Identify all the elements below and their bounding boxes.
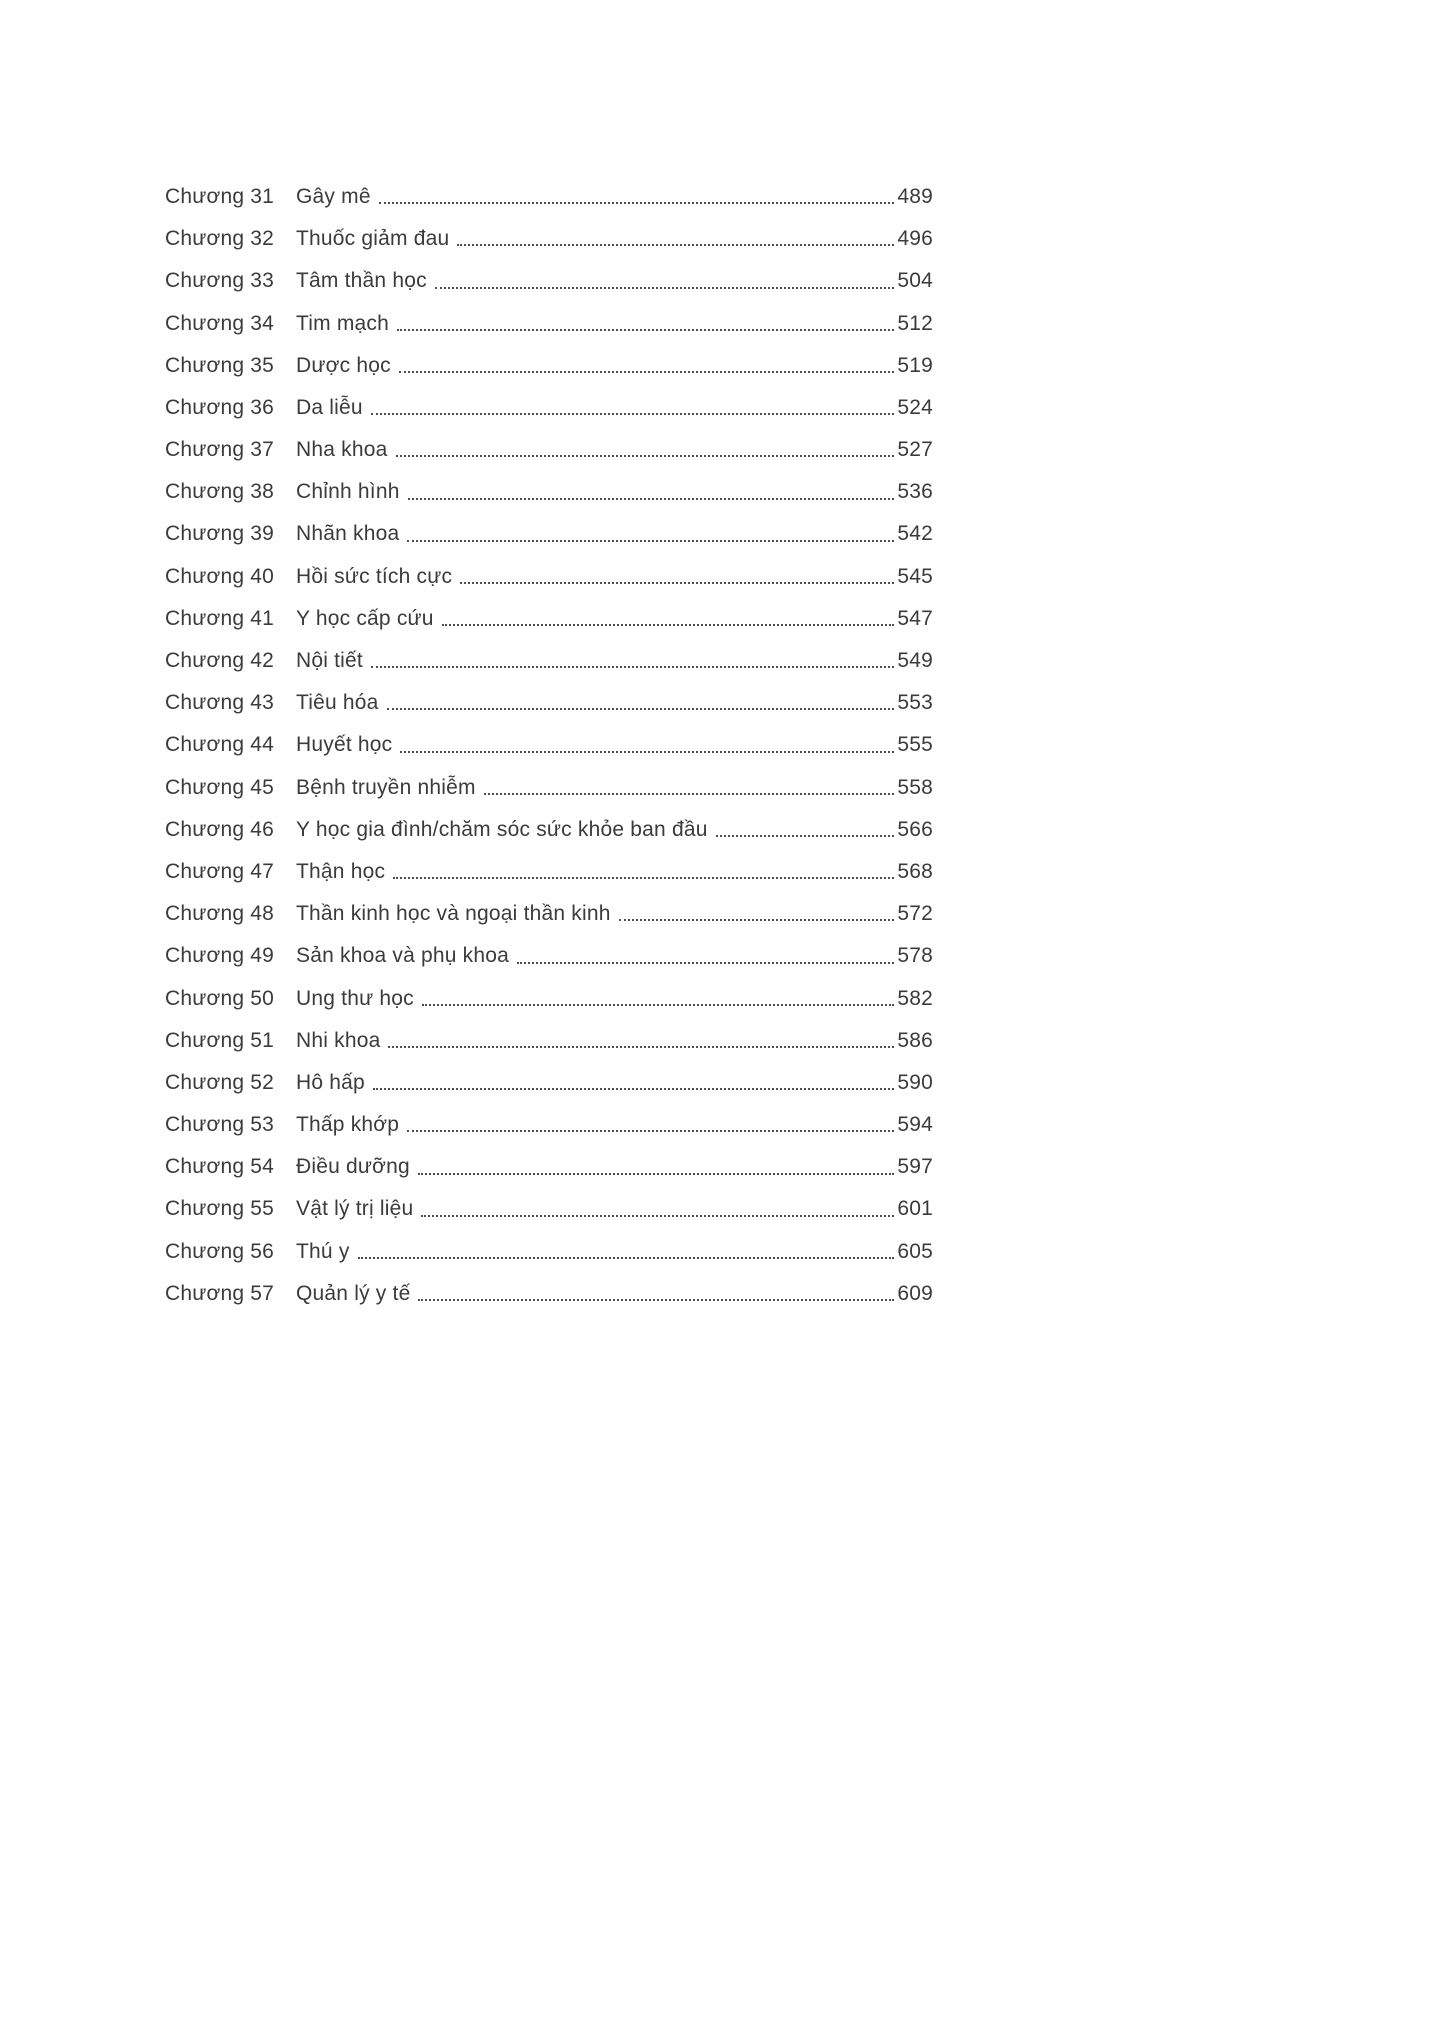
chapter-label: Chương 33 <box>165 269 275 293</box>
chapter-title: Quản lý y tế <box>296 1281 411 1305</box>
dot-leader <box>716 835 895 837</box>
toc-row <box>165 590 933 632</box>
chapter-label: Chương 45 <box>165 775 275 799</box>
dot-leader <box>371 413 895 415</box>
dot-leader <box>407 1130 894 1132</box>
chapter-label: Chương 56 <box>165 1239 275 1263</box>
page-number: 496 <box>897 227 933 251</box>
dot-leader <box>358 1257 895 1259</box>
toc-row <box>165 463 933 505</box>
chapter-title: Tâm thần học <box>296 269 427 293</box>
toc-row <box>165 1265 933 1307</box>
chapter-label: Chương 49 <box>165 944 275 968</box>
chapter-title: Hồi sức tích cực <box>296 564 453 588</box>
chapter-label: Chương 50 <box>165 986 275 1010</box>
chapter-title: Nha khoa <box>296 438 388 462</box>
chapter-title: Dược học <box>296 353 391 377</box>
page-number: 594 <box>897 1113 933 1137</box>
chapter-title: Da liễu <box>296 395 363 419</box>
page-number: 578 <box>897 944 933 968</box>
chapter-label: Chương 36 <box>165 395 275 419</box>
dot-leader <box>418 1299 894 1301</box>
dot-leader <box>517 962 894 964</box>
chapter-label: Chương 43 <box>165 691 275 715</box>
chapter-label: Chương 51 <box>165 1028 275 1052</box>
page-number: 572 <box>897 902 933 926</box>
chapter-title: Thận học <box>296 859 386 883</box>
page-number: 555 <box>897 733 933 757</box>
page-number: 545 <box>897 564 933 588</box>
dot-leader <box>387 708 895 710</box>
chapter-label: Chương 57 <box>165 1281 275 1305</box>
page-number: 609 <box>897 1281 933 1305</box>
page-number: 547 <box>897 606 933 630</box>
dot-leader <box>442 624 895 626</box>
dot-leader <box>421 1215 894 1217</box>
chapter-label: Chương 53 <box>165 1113 275 1137</box>
chapter-label: Chương 41 <box>165 606 275 630</box>
chapter-title: Tiêu hóa <box>296 691 379 715</box>
chapter-label: Chương 46 <box>165 817 275 841</box>
dot-leader <box>396 455 895 457</box>
page-number: 549 <box>897 649 933 672</box>
toc-row <box>165 379 933 421</box>
chapter-title: Thú y <box>296 1239 350 1263</box>
toc-row <box>165 927 933 969</box>
chapter-label: Chương 47 <box>165 859 275 883</box>
dot-leader <box>435 287 895 289</box>
page-number: 597 <box>897 1155 933 1179</box>
chapter-label: Chương 35 <box>165 353 275 377</box>
toc-row <box>165 210 933 252</box>
chapter-label: Chương 54 <box>165 1155 275 1179</box>
toc-row <box>165 1181 933 1223</box>
page-number: 489 <box>897 184 933 208</box>
page-number: 519 <box>897 353 933 377</box>
dot-leader <box>484 793 895 795</box>
toc-row <box>165 674 933 716</box>
page-number: 605 <box>897 1239 933 1263</box>
toc-row <box>165 252 933 294</box>
chapter-title: Thấp khớp <box>296 1113 400 1137</box>
chapter-title: Gây mê <box>296 184 371 208</box>
page-number: 512 <box>897 311 933 335</box>
dot-leader <box>457 244 894 246</box>
toc-row <box>165 1012 933 1054</box>
chapter-title: Hô hấp <box>296 1070 365 1094</box>
toc-row <box>165 421 933 463</box>
dot-leader <box>399 371 895 373</box>
page-number: 527 <box>897 438 933 462</box>
chapter-label: Chương 34 <box>165 311 275 335</box>
page-number: 568 <box>897 859 933 883</box>
chapter-label: Chương 52 <box>165 1070 275 1094</box>
dot-leader <box>388 1046 894 1048</box>
page-number: 586 <box>897 1028 933 1052</box>
chapter-label: Chương 31 <box>165 184 275 208</box>
dot-leader <box>371 666 894 668</box>
page-number: 536 <box>897 480 933 504</box>
dot-leader <box>460 582 894 584</box>
toc-row <box>165 1096 933 1138</box>
toc-row <box>165 337 933 379</box>
dot-leader <box>418 1173 894 1175</box>
toc-row <box>165 843 933 885</box>
dot-leader <box>397 329 894 331</box>
page-number: 601 <box>897 1197 933 1221</box>
chapter-title: Sản khoa và phụ khoa <box>296 944 509 968</box>
toc-row <box>165 295 933 337</box>
toc-row <box>165 548 933 590</box>
chapter-label: Chương 48 <box>165 902 275 926</box>
toc-row <box>165 970 933 1012</box>
chapter-label: Chương 38 <box>165 480 275 504</box>
toc-row <box>165 168 933 210</box>
toc-row <box>165 1138 933 1180</box>
chapter-label: Chương 55 <box>165 1197 275 1221</box>
page-number: 558 <box>897 775 933 799</box>
dot-leader <box>619 919 895 921</box>
chapter-title: Huyết học <box>296 733 393 757</box>
page-number: 590 <box>897 1070 933 1094</box>
page-number: 542 <box>897 522 933 546</box>
chapter-title: Vật lý trị liệu <box>296 1197 414 1221</box>
chapter-label: Chương 42 <box>165 649 275 672</box>
page-number: 524 <box>897 395 933 419</box>
page-number: 553 <box>897 691 933 715</box>
chapter-title: Ung thư học <box>296 986 414 1010</box>
page-number: 566 <box>897 817 933 841</box>
chapter-title: Thần kinh học và ngoại thần kinh <box>296 902 611 926</box>
chapter-title: Nhi khoa <box>296 1028 381 1052</box>
page-number: 504 <box>897 269 933 293</box>
chapter-label: Chương 40 <box>165 564 275 588</box>
chapter-title: Nội tiết <box>296 649 363 672</box>
chapter-title: Điều dưỡng <box>296 1155 410 1179</box>
toc-row <box>165 506 933 548</box>
chapter-label: Chương 37 <box>165 438 275 462</box>
dot-leader <box>422 1004 895 1006</box>
toc-row <box>165 885 933 927</box>
chapter-title: Tim mạch <box>296 311 389 335</box>
toc-list <box>165 168 933 1307</box>
toc-row <box>165 632 933 674</box>
chapter-title: Bệnh truyền nhiễm <box>296 775 476 799</box>
dot-leader <box>373 1088 894 1090</box>
dot-leader <box>393 877 894 879</box>
dot-leader <box>400 751 894 753</box>
page-number: 582 <box>897 986 933 1010</box>
toc-row <box>165 801 933 843</box>
chapter-title: Y học cấp cứu <box>296 606 434 630</box>
dot-leader <box>379 202 895 204</box>
toc-row <box>165 716 933 758</box>
toc-row <box>165 759 933 801</box>
chapter-title: Nhãn khoa <box>296 522 400 546</box>
dot-leader <box>407 540 894 542</box>
chapter-label: Chương 39 <box>165 522 275 546</box>
toc-row <box>165 1054 933 1096</box>
chapter-title: Y học gia đình/chăm sóc sức khỏe ban đầu <box>296 817 708 841</box>
chapter-label: Chương 44 <box>165 733 275 757</box>
chapter-label: Chương 32 <box>165 227 275 251</box>
chapter-title: Chỉnh hình <box>296 480 400 504</box>
dot-leader <box>408 498 895 500</box>
chapter-title: Thuốc giảm đau <box>296 227 450 251</box>
toc-row <box>165 1223 933 1265</box>
